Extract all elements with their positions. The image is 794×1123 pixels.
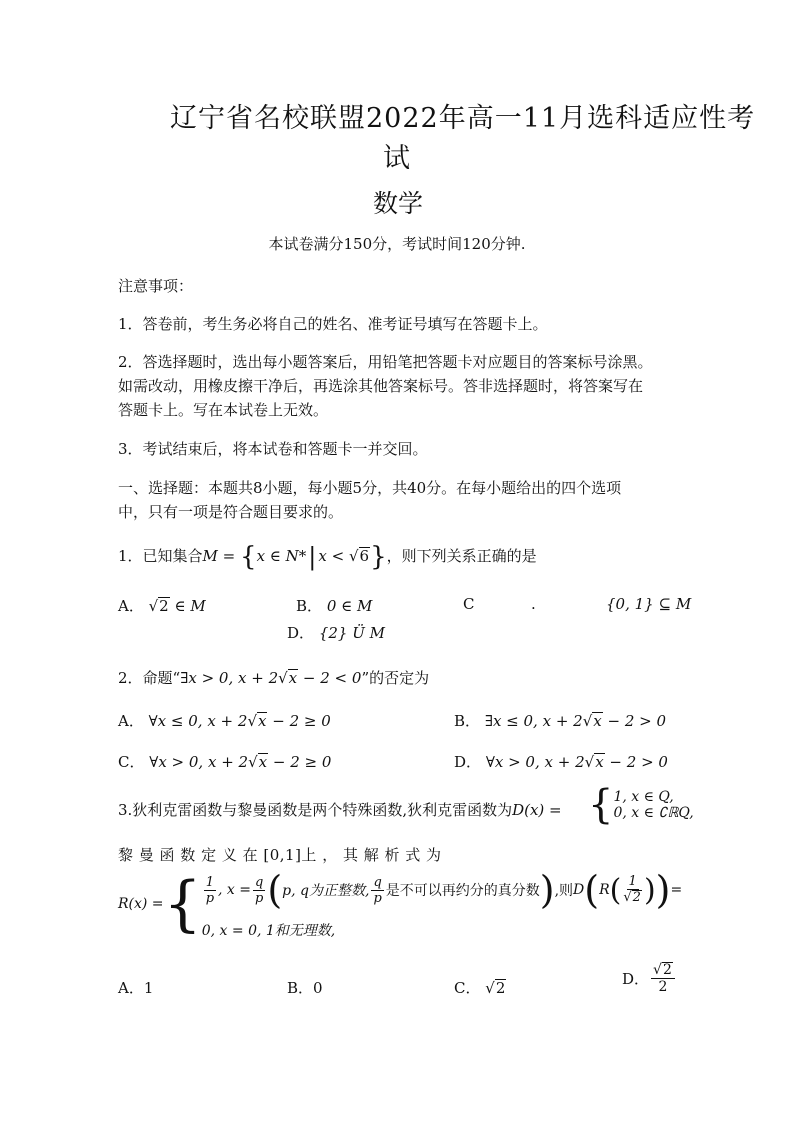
option-text: ∀x ≤ 0, x + 2 (148, 712, 248, 730)
right-paren-icon: ) (655, 868, 671, 912)
question-1-option-c-text (606, 595, 691, 613)
question-3-option-b (287, 977, 323, 998)
question-3-d-cases (588, 782, 694, 828)
option-text-tail: − 2 ≥ 0 (267, 712, 331, 730)
r-case-1-paren-tail: 是不可以再约分的真分数 (385, 883, 540, 899)
exam-subject: 数学 (373, 189, 424, 218)
option-radicand: x (258, 753, 268, 771)
option-text: 0 (313, 979, 323, 997)
exam-info: 本试卷满分150分，考试时间120分钟. (268, 235, 526, 253)
option-label: A． (118, 979, 144, 997)
option-label: B． (296, 597, 323, 615)
section-1-instructions-line-2: 中，只有一项是符合题目要求的。 (118, 503, 344, 521)
question-2-option-d: D． ∀x > 0, x + 2√x − 2 > 0 (454, 753, 668, 771)
frac-num: q (373, 874, 382, 890)
option-text-tail: − 2 > 0 (604, 753, 668, 771)
frac-num: q (255, 874, 264, 890)
section-1-instructions-line-1: 一、选择题：本题共8小题，每小题5分，共40分。在每小题给出的四个选项 (118, 479, 622, 497)
question-1-stem: 1．已知集合M = {x ∈ N*| x < √6}，则下列关系正确的是 (118, 542, 537, 572)
question-3-ask-prefix: ,则 (554, 883, 574, 899)
question-3-ask-d: D (573, 882, 585, 898)
question-1-set-lhs: M = (202, 547, 241, 565)
option-text-tail: − 2 ≥ 0 (268, 753, 332, 771)
r-case-1-paren-text: p, q为正整数, (282, 883, 370, 899)
option-label: C． (118, 753, 145, 771)
left-brace-icon: { (240, 542, 257, 572)
question-1-option-d (287, 622, 385, 643)
option-label: D． (287, 624, 315, 642)
question-2-expr-b: − 2 < 0 (298, 669, 362, 687)
option-radicand: 2 (495, 979, 506, 997)
option-radicand: x (593, 712, 602, 730)
right-paren-icon: ) (643, 872, 656, 908)
question-1-set-element: x ∈ N* (256, 547, 307, 565)
right-brace-icon: } (370, 542, 387, 572)
question-3-option-c: C． √2 (454, 979, 506, 997)
option-label: B． (454, 712, 481, 730)
frac-den-radicand: 2 (632, 890, 641, 906)
notes-item-3: 3．考试结束后，将本试卷和答题卡一并交回。 (118, 440, 428, 458)
question-1-prefix: 1．已知集合 (118, 547, 203, 565)
question-2-prefix: 2．命题“ (118, 669, 181, 687)
option-label: A． (118, 597, 144, 615)
option-text: 0 ∈ M (326, 597, 373, 615)
frac-num: 1 (205, 874, 215, 890)
r-case-1: $\frac{1}{p}$ , x = $\frac{q}{p}$ ( p, q为正整数, $\frac{q}{p}$ 是不可以再约分的真分数 ) ,则 D ( R ( $\frac{1}{√2}$ ) ) = (205, 868, 683, 912)
right-paren-icon: ) (539, 868, 555, 912)
option-text: ∀x > 0, x + 2 (485, 753, 585, 771)
notes-item-2-line-2: 如需改动，用橡皮擦干净后，再选涂其他答案标号。答非选择题时，将答案写在 (118, 377, 644, 395)
question-2-expr-a: ∃x > 0, x + 2 (180, 669, 279, 687)
exam-title-continued: 试 (383, 143, 410, 174)
question-2-stem: 2．命题“∃x > 0, x + 2√x − 2 < 0”的否定为 (118, 669, 430, 687)
question-1-option-c-label: C (463, 595, 475, 613)
left-brace-icon: { (163, 869, 202, 939)
option-text: 1 (143, 979, 154, 997)
question-3-option-d: D． $\frac{√2}{2}$ (622, 962, 677, 995)
notes-heading: 注意事项： (118, 277, 194, 295)
notes-item-2-line-3: 答题卡上。写在本试卷上无效。 (118, 401, 329, 419)
question-2-option-a: A． ∀x ≤ 0, x + 2√x − 2 ≥ 0 (118, 712, 331, 730)
option-radicand: 2 (159, 597, 169, 615)
question-1-option-b (296, 595, 372, 616)
question-1-option-a: A． √2 ∈ M (118, 597, 206, 615)
option-label: A． (118, 712, 144, 730)
option-text: ∃x ≤ 0, x + 2 (484, 712, 583, 730)
notes-item-1: 1．答卷前，考生务必将自己的姓名、准考证号填写在答题卡上。 (118, 315, 548, 333)
option-text: {0, 1} ⊆ M (606, 595, 692, 613)
question-3-stem-line-1 (118, 799, 562, 820)
question-3-r-func: R(x) = (118, 896, 164, 912)
option-radicand: x (595, 753, 604, 771)
notes-item-2-line-1: 2．答选择题时，选出每小题答案后，用铅笔把答题卡对应题目的答案标号涂黑。 (118, 353, 653, 371)
frac-den: 2 (658, 979, 668, 996)
divider-bar-icon: | (308, 543, 317, 571)
frac-num-radicand: 2 (662, 962, 672, 978)
left-paren-icon: ( (584, 868, 600, 912)
r-case-1-mid: , x = (218, 882, 251, 898)
question-1-radicand: 6 (359, 547, 370, 565)
left-paren-icon: ( (267, 868, 283, 912)
option-text: ∈ M (169, 597, 206, 615)
question-2-option-b: B． ∃x ≤ 0, x + 2√x − 2 > 0 (454, 712, 667, 730)
question-3-d-func: D(x) = (512, 801, 562, 819)
question-1-suffix: ，则下列关系正确的是 (386, 547, 537, 565)
option-label: C． (454, 979, 481, 997)
question-3-stem-line-2: 黎 曼 函 数 定 义 在 [0,1]上 ， 其 解 析 式 为 (118, 846, 442, 864)
r-case-2: 0, x = 0, 1和无理数, (201, 923, 336, 939)
question-3-ask-eq: = (670, 882, 683, 898)
question-2-suffix: ”的否定为 (361, 669, 430, 687)
left-brace-icon: { (588, 782, 614, 828)
case-2: 0, x ∈ ∁ℝQ, (613, 805, 694, 821)
option-text: {2} Ü M (318, 624, 385, 642)
option-label: D． (454, 753, 482, 771)
left-paren-icon: ( (609, 872, 622, 908)
question-1-set-condition: x < (318, 547, 349, 565)
question-3-option-a (118, 977, 153, 998)
question-3-r-definition (118, 868, 682, 940)
question-1-option-c-dot: . (531, 595, 536, 613)
frac-den: p (373, 890, 382, 906)
option-label: B． (287, 979, 314, 997)
question-3-ask-r: R (599, 882, 610, 898)
question-2-option-c: C． ∀x > 0, x + 2√x − 2 ≥ 0 (118, 753, 332, 771)
option-radicand: x (258, 712, 267, 730)
question-2-radicand: x (288, 669, 298, 687)
frac-num: 1 (628, 874, 637, 890)
option-label: D． (622, 970, 650, 989)
option-text-tail: − 2 > 0 (602, 712, 667, 730)
exam-title: 辽宁省名校联盟2022年高一11月选科适应性考 (170, 103, 756, 134)
question-3-text: 3.狄利克雷函数与黎曼函数是两个特殊函数,狄利克雷函数为 (118, 801, 513, 819)
frac-den: p (205, 890, 215, 906)
frac-den: p (255, 890, 264, 906)
case-1: 1, x ∈ Q, (613, 789, 674, 805)
option-text: ∀x > 0, x + 2 (149, 753, 249, 771)
